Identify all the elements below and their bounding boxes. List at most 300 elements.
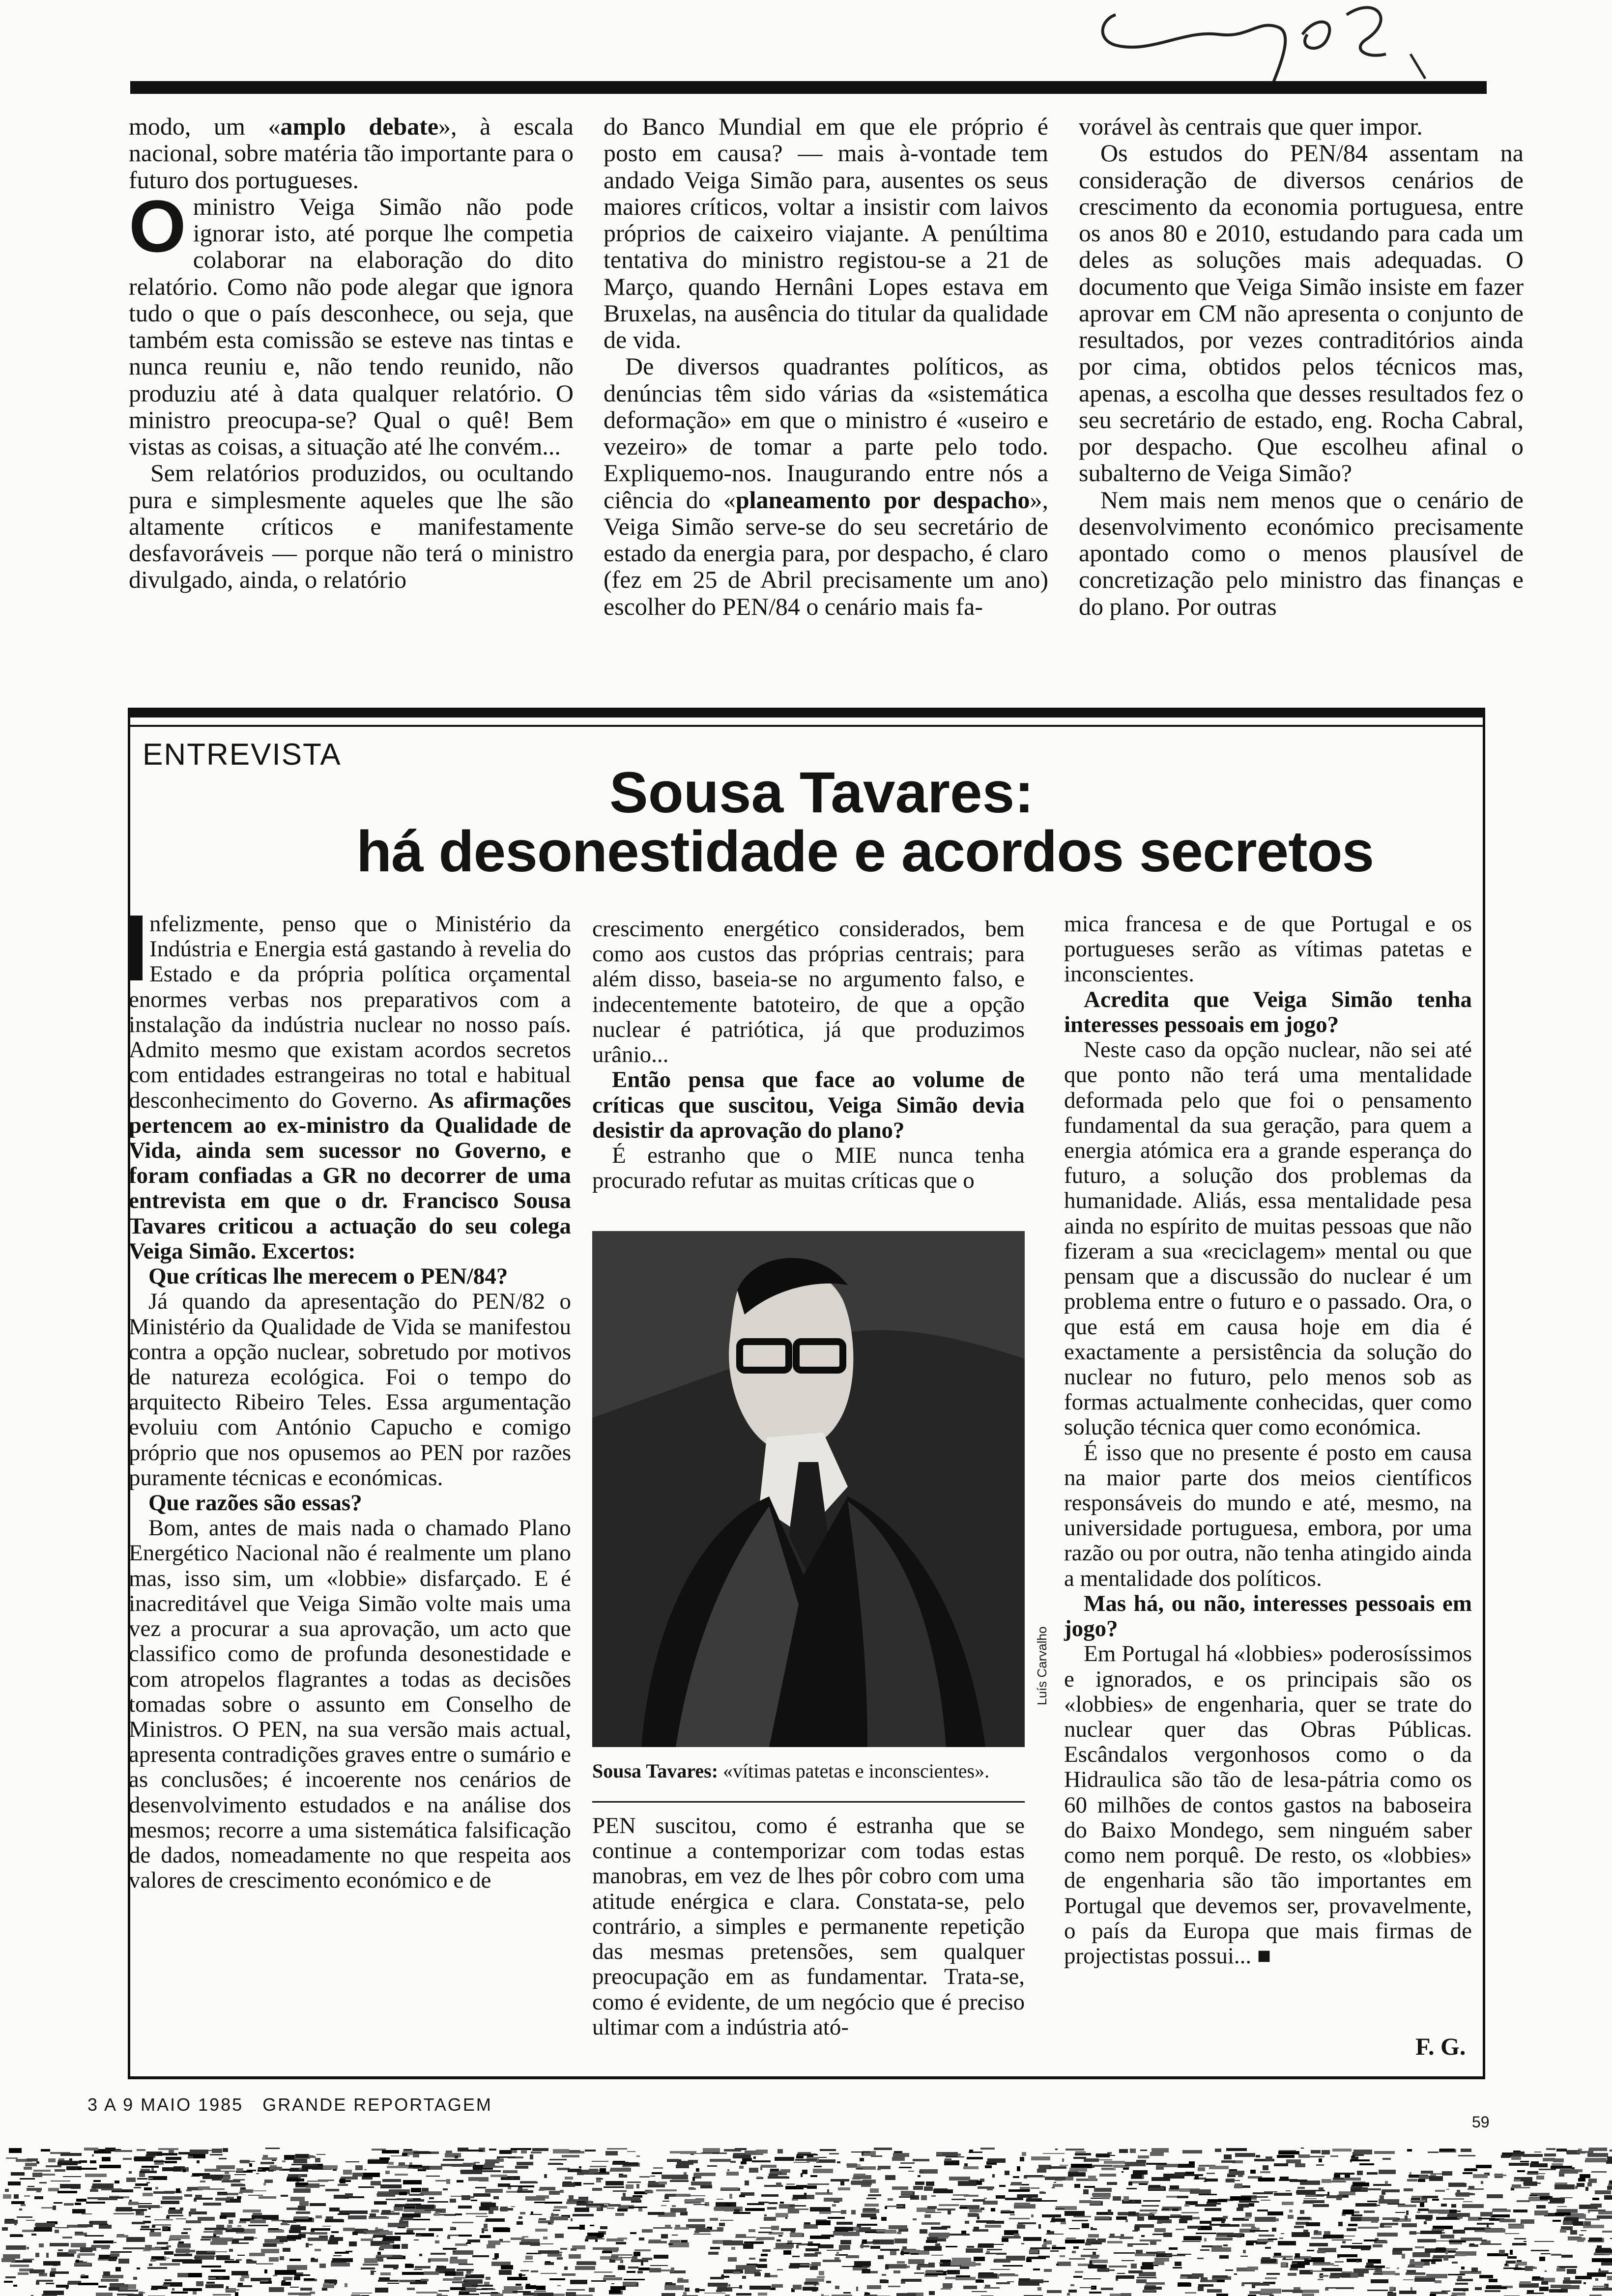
noise-speck [676,2165,689,2168]
noise-speck [443,2159,464,2161]
noise-speck [2,2227,8,2231]
noise-speck [756,2150,768,2153]
noise-speck [1148,2216,1169,2220]
noise-speck [380,2244,393,2249]
noise-speck [946,2156,964,2157]
noise-speck [272,2160,276,2161]
noise-speck [1591,2171,1607,2173]
noise-speck [101,2279,118,2282]
noise-speck [1215,2238,1233,2240]
noise-speck [499,2150,512,2154]
noise-speck [282,2160,286,2162]
noise-speck [325,2189,339,2191]
paragraph-text: Os estudos do PEN/84 assentam na consideração de diversos cenários de crescimento da economia portuguesa, entre os anos 80 e 2010, estudando para cada um deles as soluções mais adequadas. O documento que Veiga Simão insiste em fazer aprovar em CM não apresenta o conjunto de resultados, por vezes contraditórios ainda por cima, obtidos pelos técnicos mas, apenas, a escolha que desses resultados fez o seu secretário de estado, eng. Rocha Cabral, por despacho. Que escolheu afinal o subalterno de Veiga Simão? [1079,139,1524,487]
noise-speck [786,2183,795,2185]
noise-speck [1395,2212,1405,2213]
noise-speck [1187,2226,1201,2229]
noise-speck [508,2187,511,2189]
noise-speck [1182,2241,1201,2242]
noise-speck [972,2291,987,2292]
noise-speck [795,2159,817,2161]
noise-speck [1462,2204,1484,2208]
noise-speck [1109,2266,1127,2267]
noise-speck [535,2229,547,2232]
noise-speck [1338,2222,1343,2226]
noise-speck [240,2187,246,2189]
noise-speck [1049,2166,1066,2169]
noise-speck [1442,2171,1452,2176]
noise-speck [117,2294,134,2296]
noise-speck [1245,2212,1252,2217]
noise-speck [578,2197,588,2199]
noise-speck [445,2153,461,2157]
noise-speck [865,2232,877,2233]
noise-speck [1003,2265,1023,2267]
interview-column-1 [129,912,571,1894]
noise-speck [188,2156,193,2158]
noise-speck [926,2181,934,2186]
noise-speck [377,2252,381,2255]
noise-speck [924,2214,931,2218]
noise-speck [268,2230,284,2233]
noise-speck [539,2218,546,2220]
noise-speck [225,2289,239,2291]
noise-speck [696,2168,699,2172]
noise-speck [755,2239,764,2240]
noise-speck [1005,2171,1009,2175]
noise-speck [1027,2257,1046,2259]
noise-speck [499,2241,510,2242]
noise-speck [211,2269,226,2272]
noise-speck [1329,2275,1340,2278]
noise-speck [1095,2155,1115,2156]
noise-speck [1091,2227,1093,2228]
noise-speck [1110,2234,1115,2237]
noise-speck [1386,2267,1390,2268]
noise-speck [1448,2183,1467,2187]
noise-speck [814,2284,816,2286]
noise-speck [1367,2172,1378,2175]
noise-speck [428,2259,431,2263]
footer-date-publication: 3 A 9 MAIO 1985 GRANDE REPORTAGEM [87,2095,492,2115]
noise-speck [717,2287,732,2292]
noise-speck [777,2149,783,2153]
noise-speck [1536,2176,1544,2180]
noise-speck [1243,2250,1246,2253]
noise-speck [71,2184,81,2189]
noise-speck [991,2208,995,2211]
noise-speck [1289,2210,1293,2212]
noise-speck [876,2232,885,2233]
noise-speck [11,2172,25,2176]
noise-speck [311,2228,330,2231]
noise-speck [1084,2158,1099,2162]
noise-speck [880,2280,889,2283]
noise-speck [1485,2290,1500,2292]
noise-speck [1060,2255,1065,2257]
noise-speck [1392,2220,1399,2221]
noise-speck [1404,2188,1413,2191]
noise-speck [210,2154,223,2155]
noise-speck [692,2177,695,2181]
noise-speck [175,2250,195,2252]
noise-speck [1481,2181,1483,2184]
article-column-1 [129,113,574,593]
noise-speck [710,2247,720,2249]
noise-speck [1150,2212,1156,2213]
noise-speck [484,2224,488,2229]
noise-speck [1471,2267,1478,2272]
noise-speck [843,2292,851,2294]
noise-speck [1520,2281,1531,2284]
noise-speck [134,2187,141,2188]
noise-speck [888,2198,893,2201]
noise-speck [110,2253,119,2257]
noise-speck [299,2293,311,2296]
noise-speck [1551,2166,1572,2169]
noise-speck [1097,2239,1106,2242]
noise-speck [225,2172,229,2174]
paragraph [1079,113,1524,140]
noise-speck [872,2241,880,2243]
noise-speck [531,2211,533,2214]
noise-speck [1461,2238,1482,2241]
noise-speck [101,2188,122,2190]
noise-speck [639,2238,644,2240]
noise-speck [264,2180,273,2183]
noise-speck [1172,2209,1179,2211]
noise-speck [1113,2196,1121,2201]
noise-speck [338,2184,348,2186]
noise-speck [484,2282,489,2285]
noise-speck [339,2210,358,2213]
noise-speck [1128,2211,1136,2215]
noise-speck [8,2181,21,2185]
noise-speck [27,2158,38,2161]
noise-speck [429,2197,434,2199]
noise-speck [1083,2249,1097,2250]
noise-speck [802,2170,807,2174]
noise-speck [1578,2178,1585,2181]
noise-speck [1031,2156,1050,2160]
noise-speck [158,2148,178,2150]
noise-speck [1336,2198,1342,2200]
noise-speck [637,2271,643,2273]
noise-speck [281,2224,289,2225]
noise-speck [621,2197,640,2201]
noise-speck [1044,2269,1052,2272]
noise-speck [724,2149,741,2152]
noise-speck [147,2267,167,2269]
noise-speck [1341,2245,1362,2248]
noise-speck [1364,2239,1377,2241]
noise-speck [1195,2204,1216,2207]
noise-speck [287,2179,304,2181]
noise-speck [1429,2176,1443,2181]
noise-speck [443,2248,457,2250]
noise-speck [178,2152,191,2154]
paragraph [1064,912,1472,987]
noise-speck [1357,2171,1363,2175]
noise-speck [64,2203,74,2206]
paragraph-text: Sem relatórios produzidos, ou ocultando pura e simplesmente aqueles que lhe são altamente críticos e manifestamente desfavoráveis — porque não terá o ministro divulgado, ainda, o relatório [129,459,574,594]
noise-speck [1593,2286,1606,2287]
noise-speck [1259,2235,1274,2237]
noise-speck [116,2235,128,2238]
noise-speck [1589,2148,1607,2151]
noise-speck [317,2154,325,2155]
noise-speck [475,2187,486,2188]
noise-speck [627,2181,641,2183]
noise-speck [1607,2276,1612,2280]
noise-speck [6,2157,18,2159]
noise-speck [1257,2210,1268,2211]
section-label: ENTREVISTA [143,738,342,772]
noise-speck [1568,2238,1585,2240]
noise-speck [231,2271,248,2275]
noise-speck [137,2267,140,2269]
noise-speck [549,2159,567,2160]
noise-speck [85,2174,107,2177]
noise-speck [927,2206,937,2209]
noise-speck [96,2293,113,2296]
noise-speck [403,2180,422,2184]
noise-speck [493,2196,499,2199]
noise-speck [1145,2285,1156,2287]
noise-speck [1514,2179,1521,2181]
noise-speck [1101,2288,1113,2290]
noise-speck [21,2204,26,2206]
noise-speck [252,2215,269,2219]
noise-speck [829,2153,839,2154]
noise-speck [1534,2241,1554,2242]
noise-speck [322,2226,331,2227]
noise-speck [958,2181,977,2186]
noise-speck [742,2276,746,2279]
noise-speck [864,2204,879,2207]
noise-speck [471,2200,477,2201]
noise-speck [1557,2267,1559,2269]
noise-speck [1225,2269,1233,2271]
noise-speck [289,2169,308,2172]
noise-speck [604,2275,615,2277]
noise-speck [43,2261,60,2266]
noise-speck [1198,2167,1205,2171]
noise-speck [333,2255,342,2256]
noise-speck [98,2198,117,2200]
noise-speck [1525,2266,1533,2271]
noise-speck [1196,2233,1216,2234]
noise-speck [531,2270,538,2272]
noise-speck [1247,2267,1258,2270]
noise-speck [770,2169,779,2171]
noise-speck [1298,2154,1310,2158]
noise-speck [864,2293,870,2295]
noise-speck [1458,2276,1462,2280]
noise-speck [745,2208,765,2211]
noise-speck [650,2265,668,2266]
noise-speck [810,2207,831,2211]
noise-speck [1580,2174,1590,2178]
noise-speck [1013,2176,1019,2178]
noise-speck [897,2232,901,2234]
noise-speck [976,2280,984,2283]
noise-speck [28,2186,34,2187]
noise-speck [1529,2195,1537,2196]
noise-speck [499,2270,512,2275]
noise-speck [1080,2287,1094,2288]
interview-question: Acredita que Veiga Simão tenha interesses pessoais em jogo? [1064,986,1472,1037]
noise-speck [764,2214,767,2216]
noise-speck [725,2204,731,2206]
noise-speck [1042,2244,1047,2248]
noise-speck [1334,2174,1340,2178]
noise-speck [1128,2270,1143,2273]
noise-speck [861,2244,864,2248]
noise-speck [649,2239,661,2241]
noise-speck [453,2251,456,2252]
noise-speck [364,2258,377,2263]
noise-speck [212,2149,222,2153]
noise-speck [885,2175,895,2180]
noise-speck [838,2187,850,2190]
noise-speck [641,2261,643,2266]
noise-speck [959,2207,967,2209]
noise-speck [1114,2252,1135,2254]
noise-speck [214,2230,223,2235]
noise-speck [190,2209,196,2213]
noise-speck [1073,2216,1091,2217]
noise-speck [956,2275,970,2277]
noise-speck [521,2150,527,2153]
noise-speck [728,2257,737,2262]
noise-speck [517,2221,523,2225]
noise-speck [139,2203,152,2204]
noise-speck [203,2203,221,2206]
noise-speck [414,2239,419,2240]
noise-speck [1211,2247,1231,2252]
noise-speck [1195,2176,1199,2180]
noise-speck [548,2163,561,2164]
noise-speck [742,2158,752,2161]
noise-speck [1420,2231,1442,2234]
noise-speck [921,2195,927,2200]
noise-speck [248,2225,268,2226]
noise-speck [937,2209,955,2210]
noise-speck [1521,2219,1534,2224]
noise-speck [145,2245,152,2250]
noise-speck [1104,2161,1125,2164]
noise-speck [1070,2284,1074,2286]
noise-speck [143,2193,153,2196]
noise-speck [534,2291,546,2292]
noise-speck [777,2239,781,2241]
noise-speck [229,2220,233,2224]
noise-speck [851,2181,872,2185]
noise-speck [929,2233,950,2237]
noise-speck [416,2205,434,2209]
noise-speck [75,2263,90,2266]
noise-speck [1428,2152,1439,2153]
noise-speck [363,2173,380,2177]
noise-speck [804,2253,818,2257]
noise-speck [1339,2191,1355,2195]
noise-speck [1205,2208,1221,2211]
noise-speck [1290,2268,1298,2270]
noise-speck [1128,2182,1132,2185]
noise-speck [115,2181,119,2183]
noise-speck [1410,2231,1416,2235]
noise-speck [590,2225,594,2226]
noise-speck [345,2251,352,2252]
noise-speck [1282,2202,1294,2205]
noise-speck [757,2177,762,2178]
noise-speck [890,2251,896,2255]
noise-speck [237,2255,245,2256]
interview-top-rule-thick [128,708,1485,718]
noise-speck [212,2238,233,2241]
noise-speck [429,2228,443,2231]
noise-speck [13,2285,17,2287]
noise-speck [1367,2290,1388,2291]
noise-speck [1169,2247,1178,2250]
noise-speck [223,2177,230,2181]
noise-speck [53,2206,56,2210]
paragraph [592,917,1025,1067]
noise-speck [1223,2216,1228,2219]
paragraph [129,459,574,593]
noise-speck [129,2171,132,2174]
noise-speck [796,2245,799,2248]
noise-speck [670,2180,689,2182]
noise-speck [63,2176,81,2177]
noise-speck [1014,2203,1030,2206]
noise-speck [1060,2165,1068,2166]
noise-speck [294,2274,310,2276]
noise-speck [1050,2250,1059,2252]
noise-speck [491,2292,498,2294]
noise-speck [1116,2216,1127,2220]
noise-speck [1469,2243,1474,2245]
noise-speck [75,2232,83,2234]
noise-speck [677,2279,689,2283]
noise-speck [554,2206,567,2209]
noise-speck [925,2212,941,2213]
noise-speck [836,2222,853,2225]
noise-speck [710,2277,724,2279]
noise-speck [1380,2195,1384,2200]
noise-speck [334,2282,336,2285]
noise-speck [1322,2268,1342,2271]
noise-speck [1138,2155,1149,2158]
noise-speck [670,2240,680,2242]
noise-speck [670,2151,687,2153]
noise-speck [987,2189,993,2190]
paragraph-text: crescimento energético considerados, bem como aos custos das próprias centrais; para além disso, baseia-se no argumento falso, e indecentemente batoteiro, de que a opção nuclear é patriótica, já que produzimos urânio... [592,916,1025,1068]
noise-speck [9,2148,22,2153]
noise-speck [273,2275,277,2276]
noise-speck [1219,2255,1229,2259]
noise-speck [749,2286,771,2290]
noise-speck [1550,2198,1565,2203]
noise-speck [545,2202,562,2204]
noise-speck [1251,2196,1268,2198]
noise-speck [231,2184,245,2186]
noise-speck [672,2235,678,2236]
noise-speck [1177,2254,1191,2255]
noise-speck [361,2239,373,2241]
noise-speck [653,2167,663,2169]
